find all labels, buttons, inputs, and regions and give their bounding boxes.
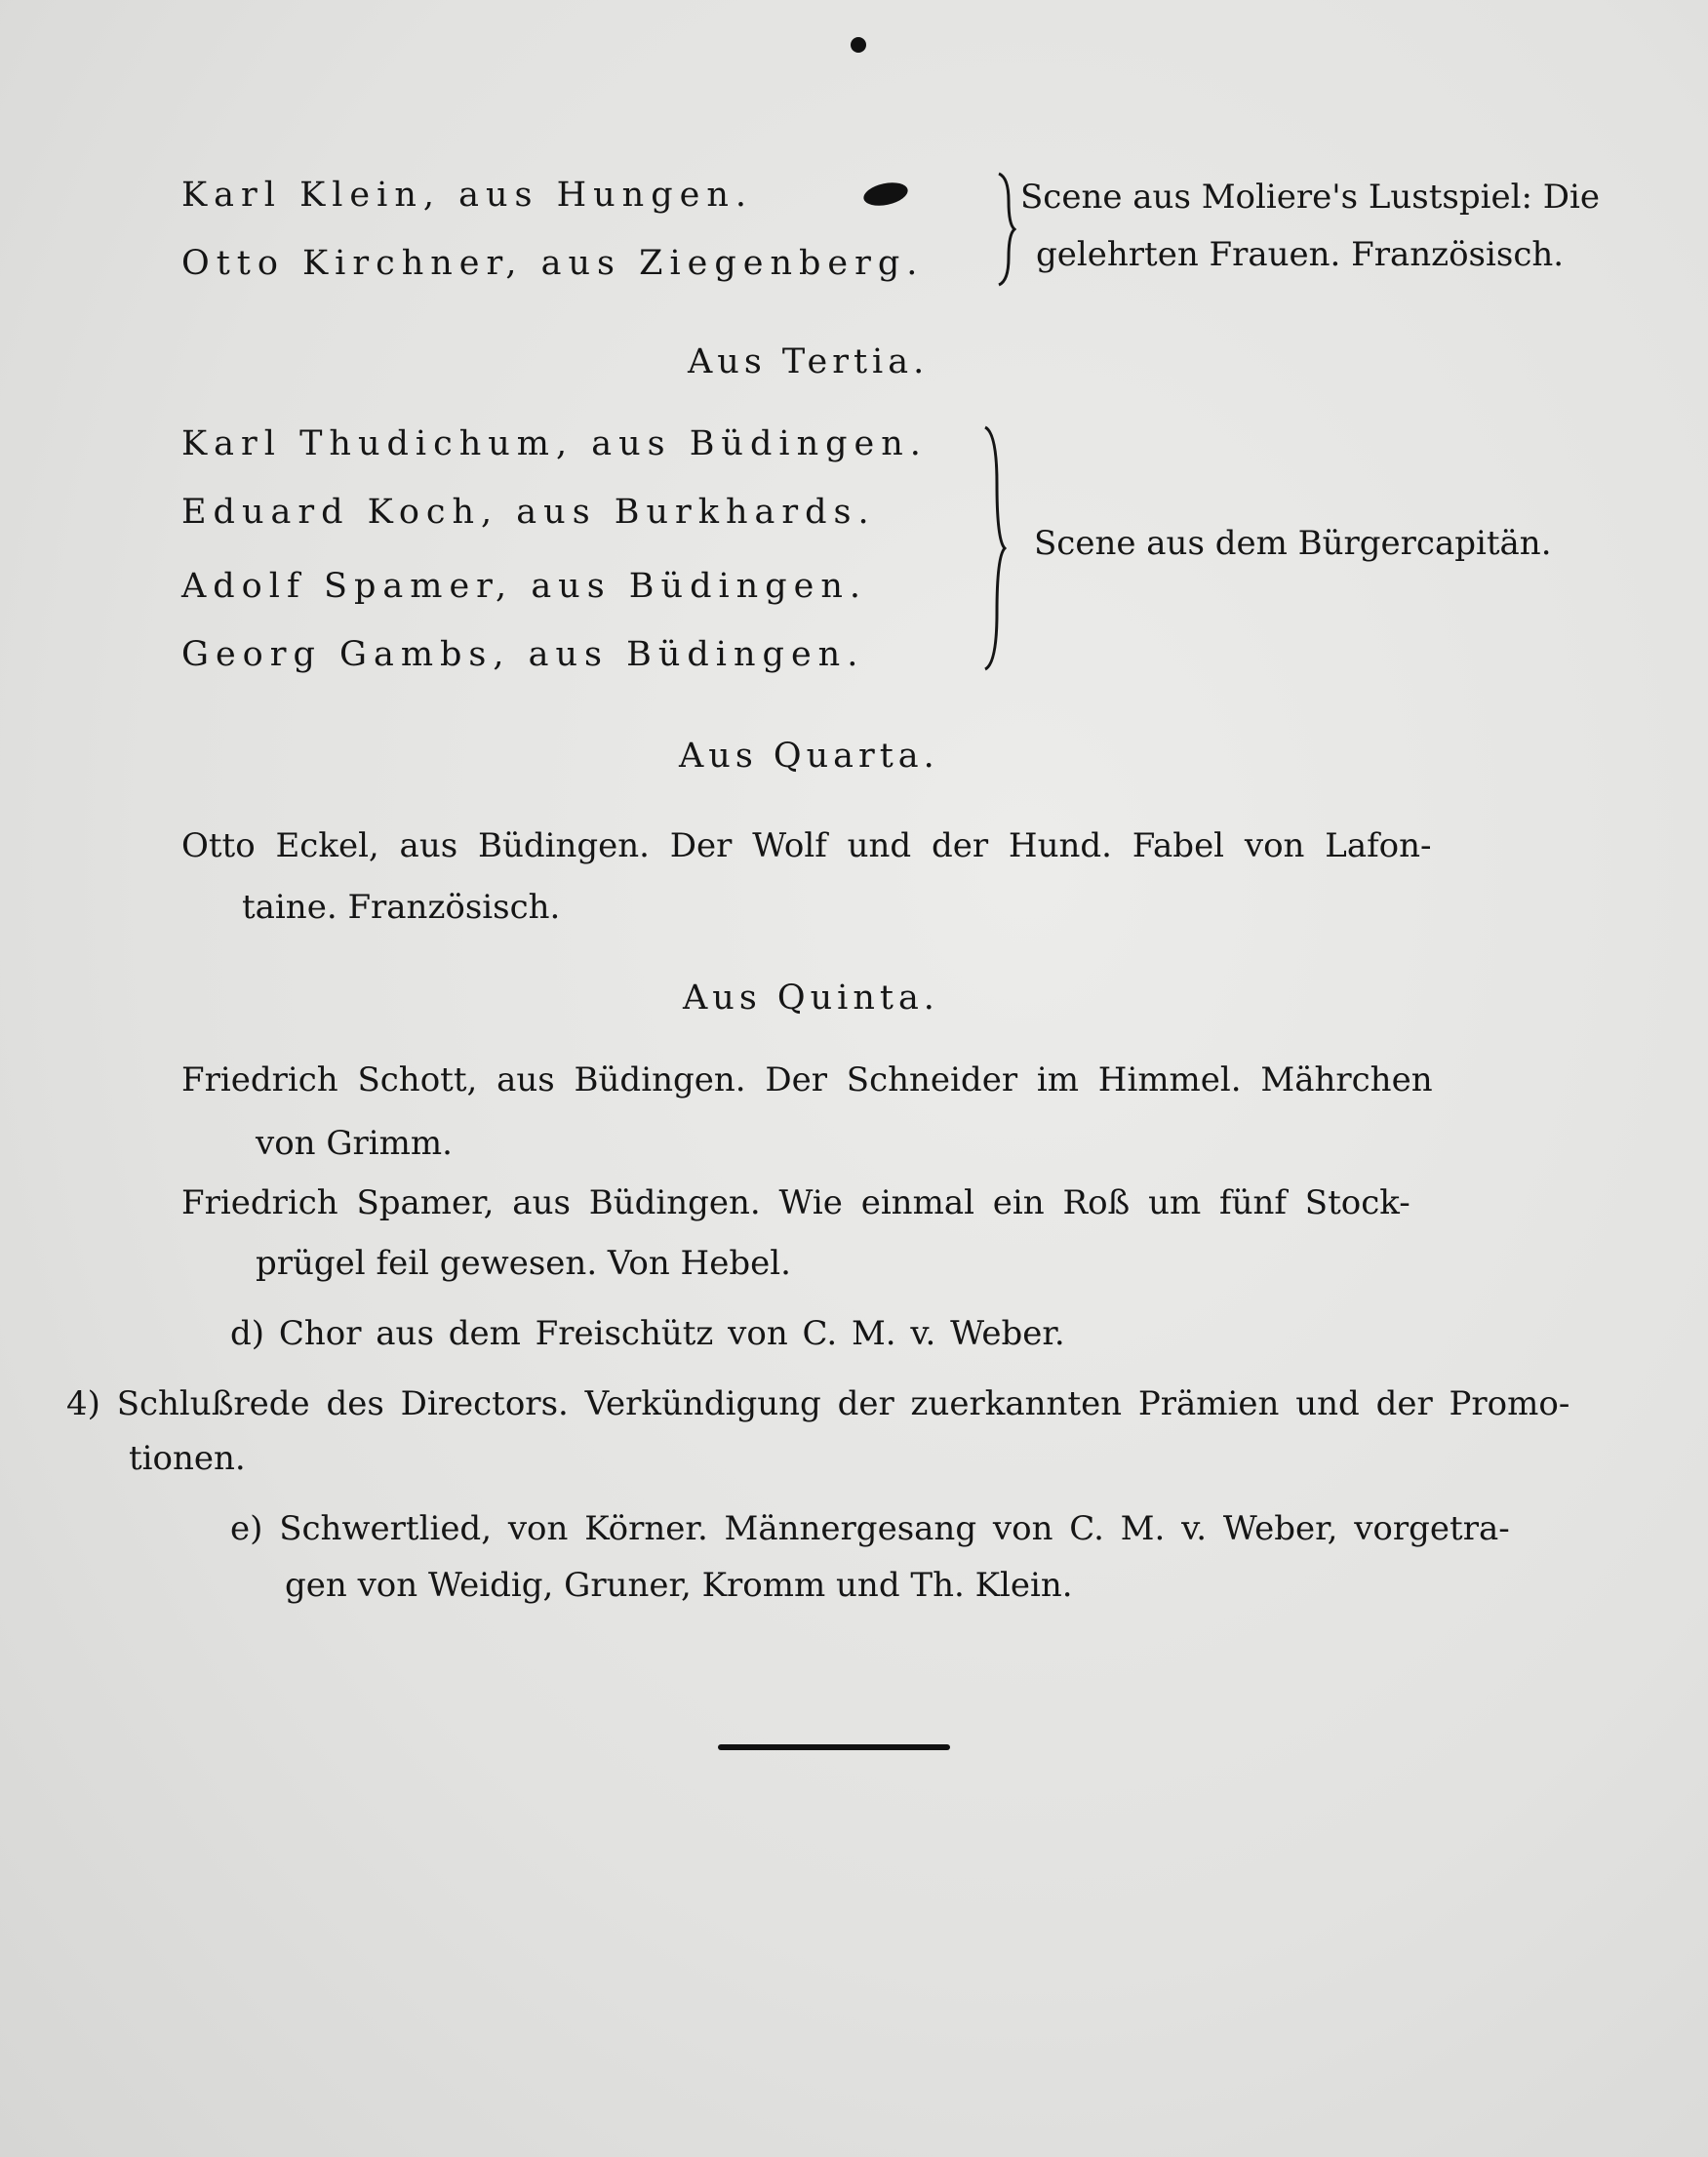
ink-smudge xyxy=(861,179,910,209)
item-e-schwertlied: e) Schwertlied, von Körner. Männergesang von C. M. v. Weber, vorgetra- xyxy=(230,1509,1510,1548)
entry-friedrich-schott-cont: von Grimm. xyxy=(256,1124,453,1163)
heading-quinta: Aus Quinta. xyxy=(683,979,939,1018)
name-georg-gambs: Georg Gambs, aus Büdingen. xyxy=(181,635,865,674)
entry-otto-eckel-cont: taine. Französisch. xyxy=(242,888,561,927)
name-karl-thudichum: Karl Thudichum, aus Büdingen. xyxy=(181,424,928,463)
entry-friedrich-schott: Friedrich Schott, aus Büdingen. Der Schneider im Himmel. Mährchen xyxy=(181,1060,1433,1099)
entry-friedrich-spamer: Friedrich Spamer, aus Büdingen. Wie einmal ein Roß um fünf Stock- xyxy=(181,1183,1410,1222)
item-4-schlussrede: 4) Schlußrede des Directors. Verkündigung der zuerkannten Prämien und der Promo- xyxy=(66,1384,1570,1423)
name-eduard-koch: Eduard Koch, aus Burkhards. xyxy=(181,493,876,532)
item-e-schwertlied-cont: gen von Weidig, Gruner, Kromm und Th. Klein. xyxy=(285,1566,1073,1605)
entry-friedrich-spamer-cont: prügel feil gewesen. Von Hebel. xyxy=(256,1244,791,1283)
entry-otto-eckel: Otto Eckel, aus Büdingen. Der Wolf und der Hund. Fabel von Lafon- xyxy=(181,826,1432,865)
closing-rule xyxy=(718,1744,950,1750)
heading-tertia: Aus Tertia. xyxy=(688,342,930,381)
scene-note-moliere: Scene aus Moliere's Lustspiel: Die xyxy=(1020,178,1601,217)
brace-icon xyxy=(993,172,1016,287)
name-karl-klein: Karl Klein, aus Hungen. xyxy=(181,176,753,215)
scene-note-buergercapitaen: Scene aus dem Bürgercapitän. xyxy=(1034,524,1552,563)
scene-note-moliere-cont: gelehrten Frauen. Französisch. xyxy=(1036,235,1565,274)
ink-dot-mark xyxy=(851,37,866,53)
item-d-freischuetz: d) Chor aus dem Freischütz von C. M. v. Weber. xyxy=(230,1314,1065,1353)
brace-icon xyxy=(979,425,1007,671)
name-otto-kirchner: Otto Kirchner, aus Ziegenberg. xyxy=(181,244,925,283)
item-4-schlussrede-cont: tionen. xyxy=(129,1439,246,1478)
name-adolf-spamer: Adolf Spamer, aus Büdingen. xyxy=(181,567,867,606)
heading-quarta: Aus Quarta. xyxy=(679,737,939,776)
